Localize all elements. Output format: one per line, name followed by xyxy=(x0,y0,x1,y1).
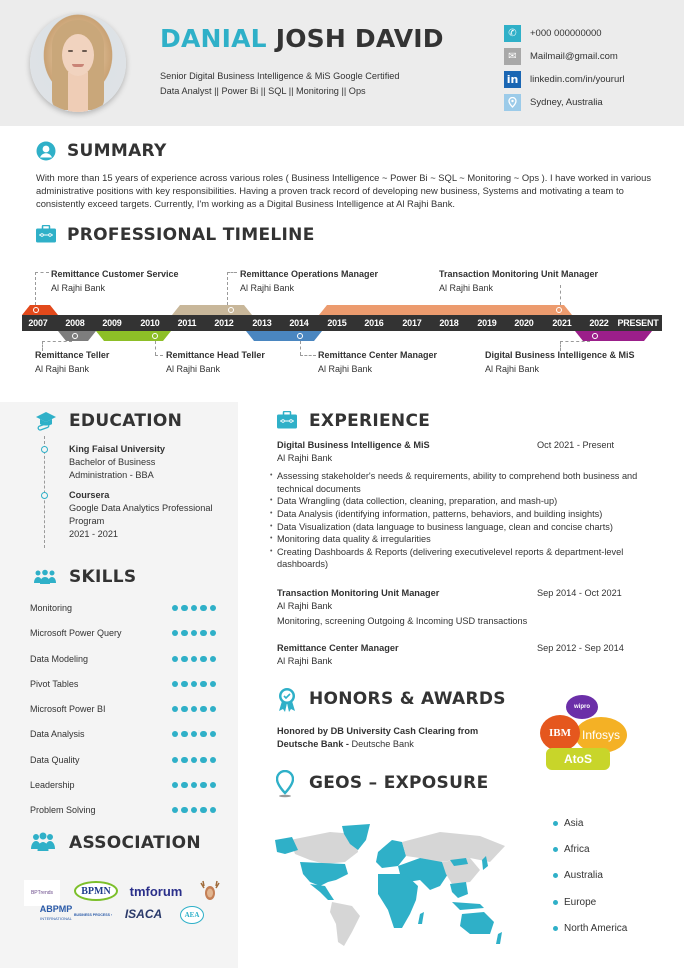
skill-row: Monitoring xyxy=(30,601,216,615)
geo-regions xyxy=(553,810,627,942)
client-logos xyxy=(538,693,633,775)
skill-row: Problem Solving xyxy=(30,803,216,817)
skills-heading: SKILLS xyxy=(69,567,137,587)
experience-item: Remittance Center Manager Sep 2012 - Sep 2014 Al Rajhi Bank xyxy=(277,643,624,666)
profile-photo xyxy=(30,14,126,112)
timeline-year: 2014 xyxy=(289,318,309,328)
skill-rating xyxy=(172,706,217,713)
summary-heading: SUMMARY xyxy=(67,141,167,161)
timeline-year: 2015 xyxy=(327,318,347,328)
logo-ibm: IBM xyxy=(540,715,580,751)
geos-heading: GEOS – EXPOSURE xyxy=(309,773,489,793)
experience-item: Transaction Monitoring Unit Manager Sep 2014 - Oct 2021 Al Rajhi Bank Monitoring, screening Outgoing & Incoming USD transactions xyxy=(277,588,622,627)
timeline-job-below: Remittance Teller Al Rajhi Bank xyxy=(35,350,110,374)
timeline-year: 2011 xyxy=(177,318,197,328)
skill-rating xyxy=(172,731,217,738)
skill-row: Pivot Tables xyxy=(30,677,216,691)
timeline-segment-customer-service xyxy=(22,305,58,315)
skill-rating xyxy=(172,681,217,688)
graduation-cap-icon xyxy=(35,410,57,436)
logo-aea: AEA xyxy=(180,906,204,924)
skill-row: Data Quality xyxy=(30,753,216,767)
briefcase-icon xyxy=(36,225,56,247)
timeline-marker xyxy=(33,307,39,313)
award-ribbon-icon xyxy=(277,687,297,717)
geo-region: North America xyxy=(553,916,627,942)
timeline-heading: PROFESSIONAL TIMELINE xyxy=(67,225,315,245)
timeline-segment-operations-manager xyxy=(172,305,252,315)
timeline-segment-transaction-monitoring xyxy=(319,305,572,315)
timeline-job-below: Digital Business Intelligence & MiS Al Rajhi Bank xyxy=(485,350,635,374)
timeline-marker xyxy=(152,333,158,339)
skill-rating xyxy=(172,807,217,814)
timeline-year: 2010 xyxy=(140,318,160,328)
timeline-marker xyxy=(556,307,562,313)
contact-email xyxy=(504,45,625,68)
logo-atos: AtoS xyxy=(546,748,610,770)
timeline-job-below: Remittance Center Manager Al Rajhi Bank xyxy=(318,350,438,374)
briefcase-icon xyxy=(277,411,297,433)
responsibility-list: • Assessing stakeholder's needs & requirements, ability to comprehend both business and technical documents • Data Wrangling (data collection, cleaning, preparation, and mash-up) • Data Analysis (identifying information, patterns, behaviors, and building insights) • Data Visualization (data language to business language, clean and concise charts) • Monitoring data quality & irregularities • Creating Dashboards & Reports (delivering executivelevel reports & department-level dashboards) xyxy=(277,470,657,571)
first-name: DANIAL xyxy=(160,24,267,53)
last-name: JOSH DAVID xyxy=(275,24,444,53)
contact-linkedin xyxy=(504,68,625,91)
location-text: Sydney, Australia xyxy=(530,97,603,108)
timeline-year: 2020 xyxy=(514,318,534,328)
linkedin-url[interactable]: linkedin.com/in/yoururl xyxy=(530,74,625,85)
full-name xyxy=(160,24,444,53)
timeline-segment-center-manager xyxy=(246,331,322,341)
mail-icon: ✉ xyxy=(504,48,521,65)
timeline-year: 2013 xyxy=(252,318,272,328)
skill-rating xyxy=(172,656,217,663)
timeline-year-present: PRESENT xyxy=(617,318,659,328)
logo-abpmp: ABPMP INTERNATIONAL xyxy=(39,904,73,921)
logo-moose xyxy=(199,879,221,903)
email-address[interactable]: Mailmail@gmail.com xyxy=(530,51,618,62)
summary-text: With more than 15 years of experience across various roles ( Business Intelligence ~ Power Bi ~ SQL ~ Monitoring ~ Ops ). I have worked in various administrative positions with key responsibilities. Having a proven track record of developing new business, Systems and motivating a team to consistently exceed targets. Currently, I'm working as a Digital Business Intelligence at Al Rajhi Bank. xyxy=(36,172,652,209)
geo-region: Europe xyxy=(553,889,627,915)
logo-business-process-management: BUSINESS PROCESS › xyxy=(73,913,113,917)
skill-row: Microsoft Power Query xyxy=(30,626,216,640)
timeline-job-above: Transaction Monitoring Unit Manager Al Rajhi Bank xyxy=(439,269,599,293)
timeline-job-below: Remittance Head Teller Al Rajhi Bank xyxy=(166,350,265,374)
education-marker xyxy=(41,492,48,499)
logo-bpmn: BPMN xyxy=(74,881,118,901)
timeline-year: 2009 xyxy=(102,318,122,328)
skill-rating xyxy=(172,605,217,612)
association-heading: ASSOCIATION xyxy=(69,833,201,853)
timeline-year: 2012 xyxy=(214,318,234,328)
user-icon xyxy=(36,141,56,165)
group-icon xyxy=(30,832,56,856)
geo-region: Asia xyxy=(553,810,627,836)
professional-tagline xyxy=(160,69,460,98)
timeline-year: 2017 xyxy=(402,318,422,328)
geo-region: Africa xyxy=(553,836,627,862)
skill-row: Microsoft Power BI xyxy=(30,702,216,716)
timeline-year: 2008 xyxy=(65,318,85,328)
logo-wipro: wipro xyxy=(566,695,598,719)
timeline-segment-digital-bi xyxy=(575,331,652,341)
timeline-year: 2016 xyxy=(364,318,384,328)
tagline-line-1: Senior Digital Business Intelligence & MiS Google Certified xyxy=(160,71,400,81)
logo-infosys: Infosys xyxy=(575,717,627,753)
timeline-job-above: Remittance Customer Service Al Rajhi Bank xyxy=(51,269,179,293)
team-icon xyxy=(33,569,57,589)
logo-bptrends: BPTrends xyxy=(24,880,60,906)
skill-rating xyxy=(172,757,217,764)
timeline-marker xyxy=(592,333,598,339)
logo-tmforum: tmforum xyxy=(129,883,183,899)
location-icon xyxy=(504,94,521,111)
experience-heading: EXPERIENCE xyxy=(309,411,431,431)
geo-region: Australia xyxy=(553,863,627,889)
tagline-line-2: Data Analyst || Power Bi || SQL || Monitoring || Ops xyxy=(160,85,366,96)
skill-rating xyxy=(172,782,217,789)
phone-number: +000 000000000 xyxy=(530,28,602,39)
education-marker xyxy=(41,446,48,453)
skill-row: Data Modeling xyxy=(30,652,216,666)
timeline-year: 2007 xyxy=(28,318,48,328)
timeline-marker xyxy=(72,333,78,339)
skill-rating xyxy=(172,630,217,637)
timeline-marker xyxy=(228,307,234,313)
timeline-year: 2021 xyxy=(552,318,572,328)
world-map xyxy=(270,822,510,952)
timeline-job-above: Remittance Operations Manager Al Rajhi Bank xyxy=(240,269,379,293)
contact-info xyxy=(504,22,625,114)
education-heading: EDUCATION xyxy=(69,411,183,431)
education-item: Coursera Google Data Analytics Professional Program 2021 - 2021 xyxy=(69,490,213,539)
timeline-year: 2019 xyxy=(477,318,497,328)
skill-row: Data Analysis xyxy=(30,727,216,741)
contact-phone xyxy=(504,22,625,45)
timeline-year: 2022 xyxy=(589,318,609,328)
timeline-segment-head-teller xyxy=(96,331,171,341)
award-item: Honored by DB University Cash Clearing from Deutsche Bank - Deutsche Bank xyxy=(277,726,479,749)
skill-row: Leadership xyxy=(30,778,216,792)
timeline-year: 2018 xyxy=(439,318,459,328)
linkedin-icon: in xyxy=(504,71,521,88)
contact-location xyxy=(504,91,625,114)
association-logos xyxy=(24,878,224,928)
logo-isaca: ISACA xyxy=(124,907,163,921)
honors-heading: HONORS & AWARDS xyxy=(309,689,506,709)
timeline-marker xyxy=(297,333,303,339)
education-item: King Faisal University Bachelor of Business Administration - BBA xyxy=(69,444,165,480)
map-pin-icon xyxy=(276,770,294,802)
experience-item: Digital Business Intelligence & MiS Oct 2021 - Present Al Rajhi Bank • Assessing stakeholder's needs & requirements, ability to comprehend both business and technical documents • Data Wrangling (data collection, cleaning, preparation, and mash-up) • Data Analysis (identifying information, patterns, behaviors, and building insights) • Data Visualization (data language to business language, clean and concise charts) • Monitoring data quality & irregularities • Creating Dashboards & Reports (delivering executivelevel reports & department-level dashboards) xyxy=(277,439,667,571)
phone-icon: ✆ xyxy=(504,25,521,42)
